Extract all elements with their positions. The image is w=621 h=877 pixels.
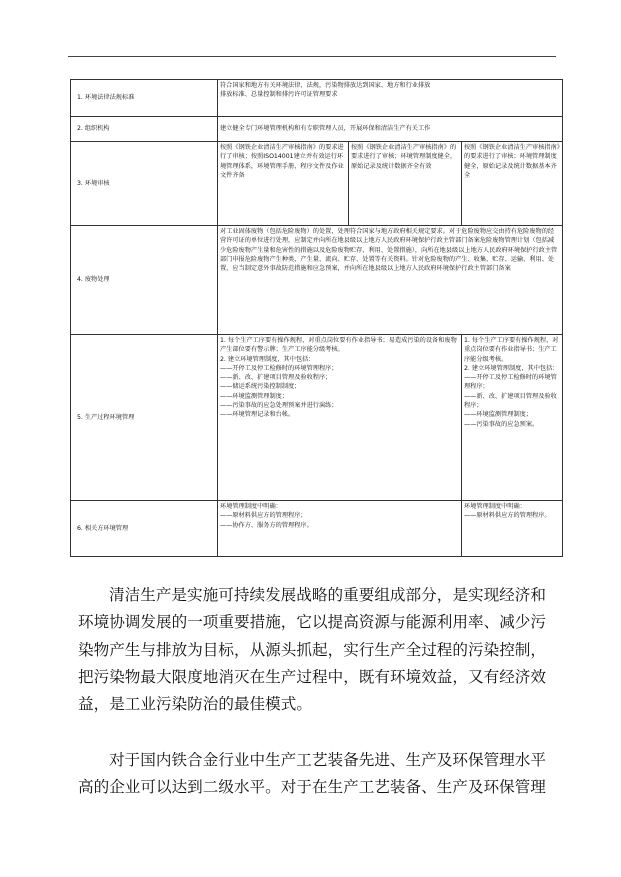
cell-text: 符合国家和地方有关环境法律、法规，污染物排放达到国家、地方和行业排放 bbox=[220, 82, 431, 89]
cell-text: 2. 建立环境管理制度，其中包括： bbox=[220, 355, 315, 363]
table-cell bbox=[218, 117, 563, 142]
table-row bbox=[71, 335, 563, 501]
cell-text: ——环境管理记录和台帐。 bbox=[220, 411, 295, 419]
cell-text: 按照《钢铁企业清洁生产审核指南》的要求进行了审核；环境管理制度健全，原始记录及统计数据基本齐全 bbox=[464, 144, 560, 179]
body-paragraph: 对于国内铁合金行业中生产工艺装备先进、生产及环保管理水平高的企业可以达到二级水平。对于在生产工艺装备、生产及环保管理 bbox=[78, 751, 546, 797]
table-cell bbox=[218, 142, 349, 226]
cell-text: 1. 每个生产工序要有操作规程，对重点岗位要有作业指导书；易造成污染的设备和废物产生部位要有警示牌；生产工序能分级考核。 bbox=[220, 337, 457, 354]
cell-text: ——污染事故的应急预案。 bbox=[464, 420, 539, 428]
cell-text: ——储运系统污染控制制度； bbox=[220, 383, 301, 391]
table-row bbox=[71, 142, 563, 226]
cell-text: ——开停工及停工检修时的环境管理程序； bbox=[464, 374, 557, 391]
row-label: 2. 组织机构 bbox=[71, 117, 218, 142]
table-cell bbox=[218, 335, 462, 501]
header-rule bbox=[68, 56, 556, 57]
cell-text: 排放标准、总量控制和排污许可证管理要求 bbox=[220, 91, 338, 99]
cell-text: 环境管理制度中明确： bbox=[464, 503, 526, 510]
cell-text: ——开停工及停工检修时的环境管理程序； bbox=[220, 364, 338, 372]
table-cell bbox=[218, 80, 563, 117]
cell-text: 建立健全专门环境管理机构和有专职管理人员，开展环保和清洁生产有关工作 bbox=[220, 125, 431, 133]
table-row bbox=[71, 80, 563, 117]
cell-text: 按照《钢铁企业清洁生产审核指南》的要求进行了审核；环境管理制度健全，原始记录及统计数据齐全有效 bbox=[351, 144, 457, 170]
cell-text: ——污染事故的应急处理预案并进行演练； bbox=[220, 402, 338, 410]
body-paragraph: 清洁生产是实施可持续发展战略的重要组成部分，是实现经济和环境协调发展的一项重要措施，它以提高资源与能源利用率、减少污染物产生与排放为目标，从源头抓起，实行生产全过程的污染控制，把污染物最大限度地消灭在生产过程中，既有环境效益，又有经济效益，是工业污染防治的最佳模式。 bbox=[78, 586, 546, 714]
row-label: 1. 环境法律法规标准 bbox=[71, 80, 218, 117]
cell-text: ——新、改、扩建项目管理及验收程序； bbox=[464, 392, 557, 410]
cell-text: 对工业固体废物（包括危险废物）的处置，处理符合国家与地方政府相关规定要求。对于危险废物应交由持有危险废物的经营许可证的单位进行处理，应制定并向所在地县级以上地方人民政府环境保护行政主管部门备案危险废物管理计划（包括减少危险废物产生量和危害性的措施以及危险废物贮存、利用、处置措施），向所在地县级以上地方人民政府环境保护行政主管部门申报危险废物产生种类、产生量、流向、贮存、处置等有关资料。针对危险废物的产生、收集、贮存、运输、利用、处置，应当制定意外事故防范措施和应急预案，并向所在地县级以上地方人民政府环境保护行政主管部门备案 bbox=[220, 228, 558, 273]
cell-text: 按照《钢铁企业清洁生产审核指南》的要求进行了审核；按照ISO14001建立并有效运行环境管理体系，环境管理手册、程序文件及作业文件齐备 bbox=[220, 144, 344, 179]
table-cell bbox=[462, 142, 563, 226]
cell-text: ——环境监测管理制度； bbox=[220, 392, 289, 400]
table-row bbox=[71, 226, 563, 335]
table-row bbox=[71, 501, 563, 557]
table-cell bbox=[462, 335, 563, 501]
row-label: 5. 生产过程环境管理 bbox=[71, 335, 218, 501]
environmental-management-table bbox=[70, 79, 563, 557]
cell-text: ——新、改、扩建项目管理及验收程序； bbox=[220, 374, 332, 382]
table-cell bbox=[349, 142, 462, 226]
row-label: 3. 环境审核 bbox=[71, 142, 218, 226]
row-label: 6. 相关方环境管理 bbox=[71, 501, 218, 557]
cell-text: 1. 每个生产工序要有操作规程，对重点岗位要有作业指导书；生产工序能分级考核。 bbox=[464, 337, 559, 363]
row-label: 4. 废物处理 bbox=[71, 226, 218, 335]
cell-text: ——环境监测管理制度； bbox=[464, 411, 533, 419]
cell-text: 2. 建立环境管理制度，其中包括： bbox=[464, 364, 559, 372]
table-cell bbox=[218, 226, 563, 335]
cell-text: ——原材料供应方的管理程序； bbox=[220, 512, 307, 520]
cell-text: ——协作方、服务方的管理程序。 bbox=[220, 521, 313, 529]
table-cell bbox=[218, 501, 462, 557]
table-cell bbox=[462, 501, 563, 557]
table-row bbox=[71, 117, 563, 142]
cell-text: 环境管理制度中明确： bbox=[220, 503, 282, 510]
cell-text: ——原材料供应方的管理程序。 bbox=[464, 512, 551, 520]
